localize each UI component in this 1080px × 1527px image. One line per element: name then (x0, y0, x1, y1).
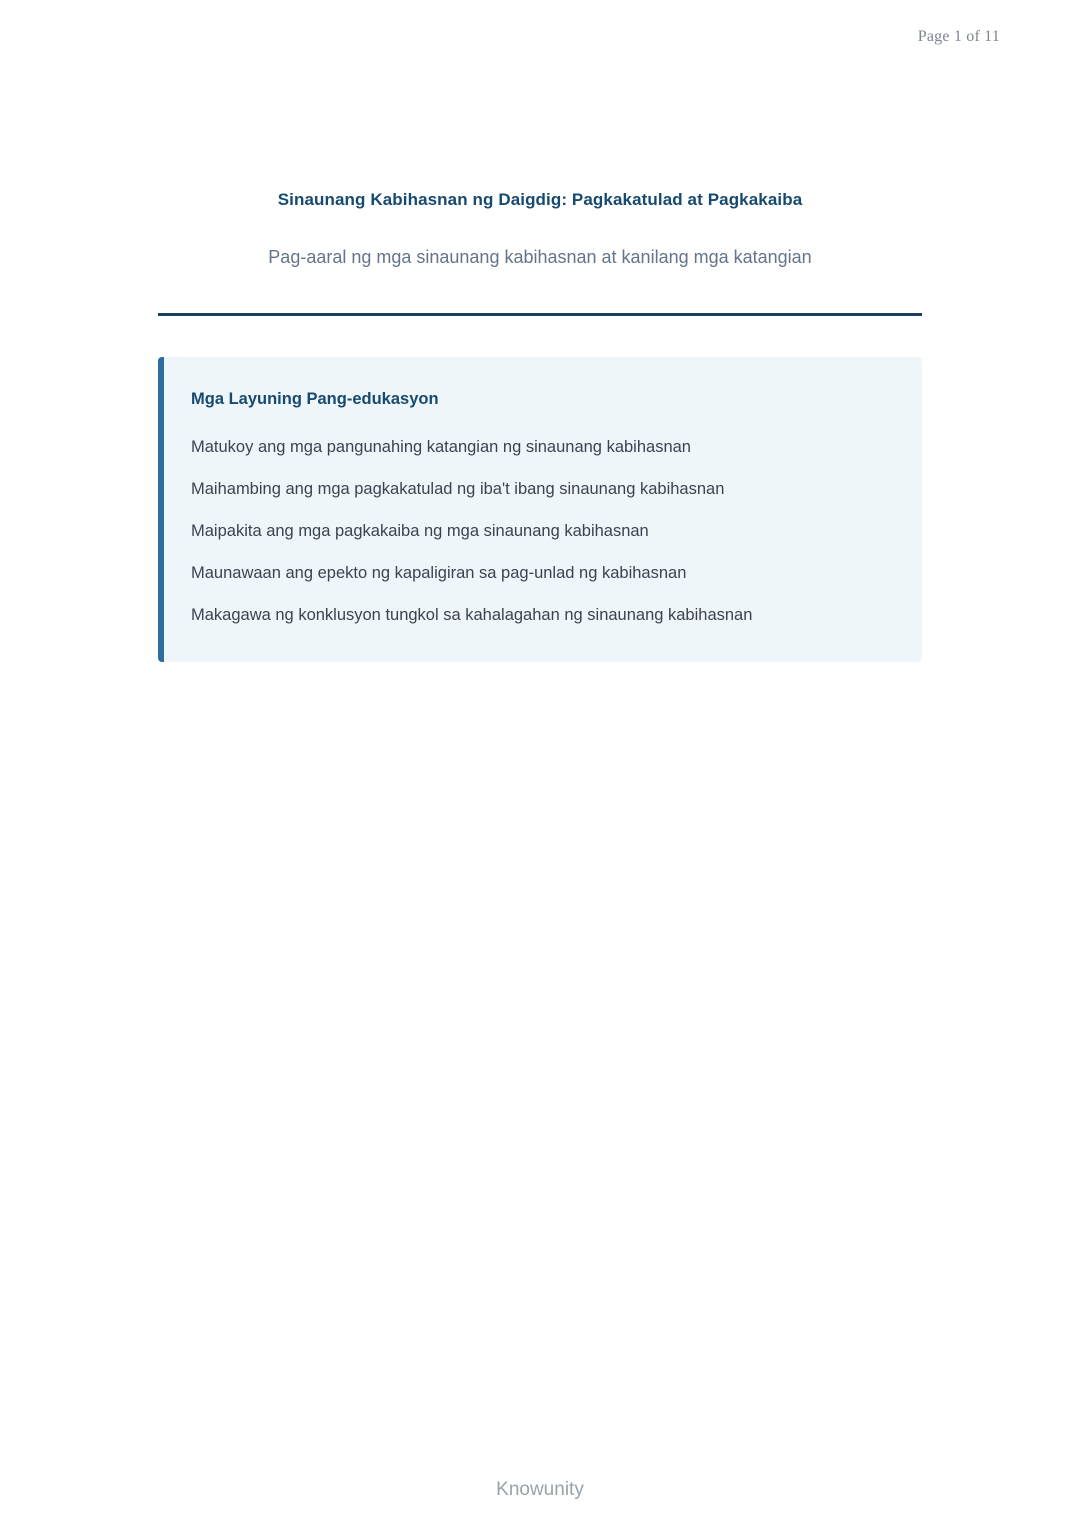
objective-item: Maipakita ang mga pagkakaiba ng mga sinaunang kabihasnan (191, 522, 649, 540)
page-number: Page 1 of 11 (917, 28, 1000, 45)
document-content (158, 0, 922, 662)
objective-item: Maunawaan ang epekto ng kapaligiran sa pag-unlad ng kabihasnan (191, 564, 687, 582)
document-subtitle: Pag-aaral ng mga sinaunang kabihasnan at kanilang mga katangian (268, 247, 812, 267)
objectives-box (158, 357, 922, 662)
divider (158, 313, 922, 316)
objectives-heading: Mga Layuning Pang-edukasyon (191, 390, 439, 408)
objective-item: Matukoy ang mga pangunahing katangian ng sinaunang kabihasnan (191, 438, 691, 456)
footer-watermark: Knowunity (496, 1479, 584, 1500)
objective-item: Maihambing ang mga pagkakatulad ng iba't ibang sinaunang kabihasnan (191, 480, 725, 498)
document-title: Sinaunang Kabihasnan ng Daigdig: Pagkakatulad at Pagkakaiba (277, 190, 803, 209)
objective-item: Makagawa ng konklusyon tungkol sa kahalagahan ng sinaunang kabihasnan (191, 606, 753, 624)
